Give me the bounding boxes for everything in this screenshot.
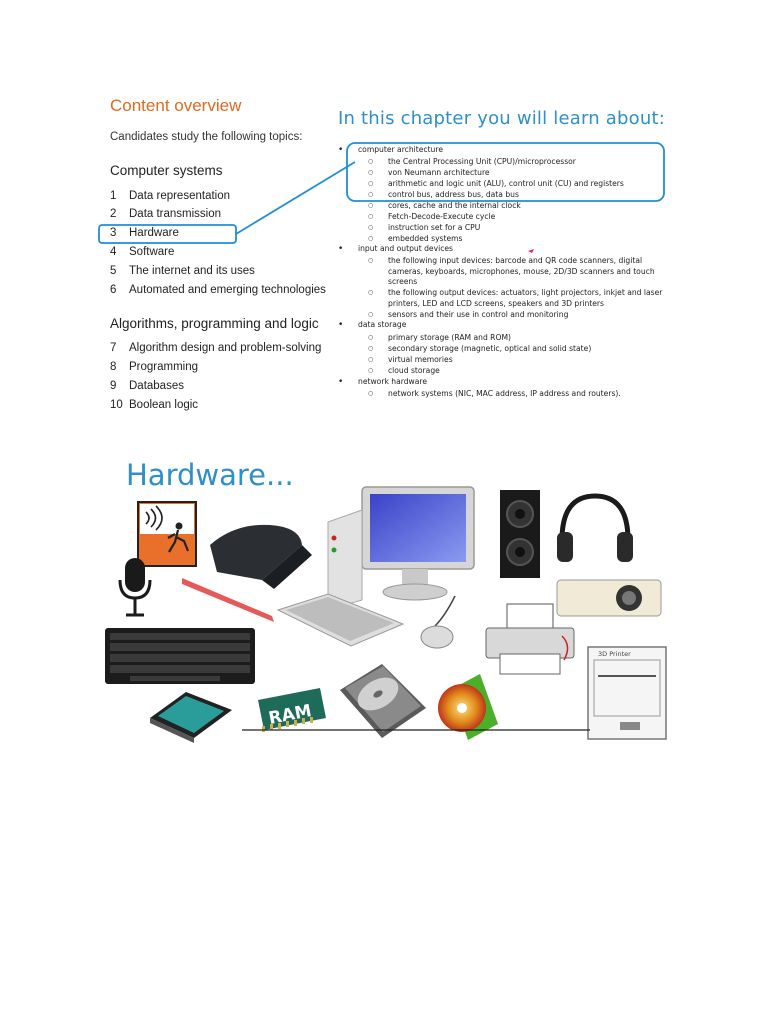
topic-label: Databases bbox=[129, 380, 184, 392]
hard-disk-icon bbox=[340, 664, 426, 738]
chapter-item-label: computer architecture bbox=[358, 145, 443, 154]
chapter-subitem: ○ sensors and their use in control and monitoring bbox=[368, 310, 668, 321]
chapter-subitem-text: cores, cache and the internal clock bbox=[388, 201, 521, 210]
topic-label: Automated and emerging technologies bbox=[129, 284, 326, 296]
chapter-item-label: input and output devices bbox=[358, 244, 454, 253]
chapter-subitem-text: von Neumann architecture bbox=[388, 168, 490, 177]
3d-printer-label: 3D Printer bbox=[598, 650, 631, 658]
topic-number: 5 bbox=[110, 265, 117, 277]
topic-number: 1 bbox=[110, 190, 117, 202]
topic-number: 4 bbox=[110, 246, 117, 258]
chapter-subitem-text: the Central Processing Unit (CPU)/microprocessor bbox=[388, 157, 576, 166]
chapter-subitem: ○ network systems (NIC, MAC address, IP address and routers). bbox=[368, 389, 668, 400]
section-heading-algorithms: Algorithms, programming and logic bbox=[110, 316, 319, 331]
chapter-item-network-hardware: • network hardware bbox=[338, 377, 428, 387]
scanner-icon bbox=[150, 692, 232, 743]
chapter-subitem: ○ von Neumann architecture bbox=[368, 168, 668, 179]
chapter-subitem-text: virtual memories bbox=[388, 355, 453, 364]
chapter-subitem: ○ cloud storage bbox=[368, 366, 668, 377]
chapter-item-label: network hardware bbox=[358, 377, 428, 386]
motion-sensor-icon bbox=[138, 502, 196, 566]
topic-number: 3 bbox=[110, 227, 117, 239]
chapter-subitem-text: instruction set for a CPU bbox=[388, 223, 481, 232]
chapter-subitem-text: secondary storage (magnetic, optical and solid state) bbox=[388, 344, 592, 353]
topic-label: Data transmission bbox=[129, 208, 222, 220]
chapter-item-computer-architecture: • computer architecture bbox=[338, 145, 443, 155]
chapter-subitem-text: control bus, address bus, data bus bbox=[388, 190, 519, 199]
topic-number: 10 bbox=[110, 399, 123, 411]
topic-number: 6 bbox=[110, 284, 117, 296]
chapter-item-input-output: • input and output devices bbox=[338, 244, 454, 254]
chapter-subitem: ○ Fetch-Decode-Execute cycle bbox=[368, 212, 668, 223]
chapter-subitem-text: the following output devices: actuators, light projectors, inkjet and laser printers, LED and LCD screens, speakers and 3D printers bbox=[388, 288, 663, 308]
topic-label: The internet and its uses bbox=[129, 265, 255, 277]
speaker-icon bbox=[500, 490, 540, 578]
chapter-subitem-text: sensors and their use in control and monitoring bbox=[388, 310, 569, 319]
topic-number: 7 bbox=[110, 342, 117, 354]
topic-label: Programming bbox=[129, 361, 199, 373]
chapter-subitem-text: the following input devices: barcode and QR code scanners, digital cameras, keyboards, microphones, mouse, 2D/3D scanners and touch screens bbox=[388, 256, 655, 287]
3d-printer-icon bbox=[588, 647, 666, 739]
mouse-icon bbox=[421, 596, 455, 648]
overview-title: Content overview bbox=[110, 96, 242, 115]
headphones-icon bbox=[557, 496, 633, 562]
overview-subtitle: Candidates study the following topics: bbox=[110, 131, 303, 143]
hardware-title: Hardware... bbox=[126, 458, 294, 492]
white-keyboard-icon bbox=[278, 594, 403, 646]
chapter-subitem: ○ arithmetic and logic unit (ALU), control unit (CU) and registers bbox=[368, 179, 668, 190]
ram-label: RAM bbox=[267, 701, 314, 729]
chapter-item-label: data storage bbox=[358, 320, 407, 329]
topic-number: 9 bbox=[110, 380, 117, 392]
chapter-subitem-text: network systems (NIC, MAC address, IP address and routers). bbox=[388, 389, 621, 398]
keyboard-icon bbox=[105, 628, 255, 684]
pc-tower-icon bbox=[328, 510, 362, 610]
topic-label: Boolean logic bbox=[129, 399, 199, 411]
chapter-subitem-text: arithmetic and logic unit (ALU), control unit (CU) and registers bbox=[388, 179, 624, 188]
projector-icon bbox=[557, 580, 661, 616]
chapter-subitem: ○ control bus, address bus, data bus bbox=[368, 190, 668, 201]
monitor-icon bbox=[362, 487, 474, 600]
chapter-subitem-text: embedded systems bbox=[388, 234, 463, 243]
chapter-subitem: ○ instruction set for a CPU bbox=[368, 223, 668, 234]
chapter-subitem: ○ the Central Processing Unit (CPU)/microprocessor bbox=[368, 157, 668, 168]
topic-number: 8 bbox=[110, 361, 117, 373]
topic-label: Data representation bbox=[129, 190, 231, 202]
chapter-subitem: ○ embedded systems bbox=[368, 234, 668, 245]
ram-icon bbox=[258, 688, 326, 732]
topic-number: 2 bbox=[110, 208, 117, 220]
chapter-subitem: ○ the following input devices: barcode and QR code scanners, digital cameras, keyboards, microphones, mouse, 2D/3D scanners and touch screens bbox=[368, 256, 668, 288]
chapter-subitem-text: primary storage (RAM and ROM) bbox=[388, 333, 511, 342]
chapter-subitem: ○ cores, cache and the internal clock bbox=[368, 201, 668, 212]
chapter-subitem: ○ secondary storage (magnetic, optical and solid state) bbox=[368, 344, 668, 355]
section-heading-computer-systems: Computer systems bbox=[110, 163, 223, 178]
chapter-subitem-text: cloud storage bbox=[388, 366, 440, 375]
chapter-title: In this chapter you will learn about: bbox=[338, 108, 665, 129]
topic-label: Hardware bbox=[129, 227, 179, 239]
topic-label: Algorithm design and problem-solving bbox=[129, 342, 322, 354]
chapter-subitem: ○ primary storage (RAM and ROM) bbox=[368, 333, 668, 344]
topic-label: Software bbox=[129, 246, 175, 258]
chapter-subitem-text: Fetch-Decode-Execute cycle bbox=[388, 212, 496, 221]
chapter-item-data-storage: • data storage bbox=[338, 320, 407, 330]
chapter-subitem: ○ virtual memories bbox=[368, 355, 668, 366]
chapter-subitem: ○ the following output devices: actuators, light projectors, inkjet and laser printers, LED and LCD screens, speakers and 3D printers bbox=[368, 288, 668, 309]
